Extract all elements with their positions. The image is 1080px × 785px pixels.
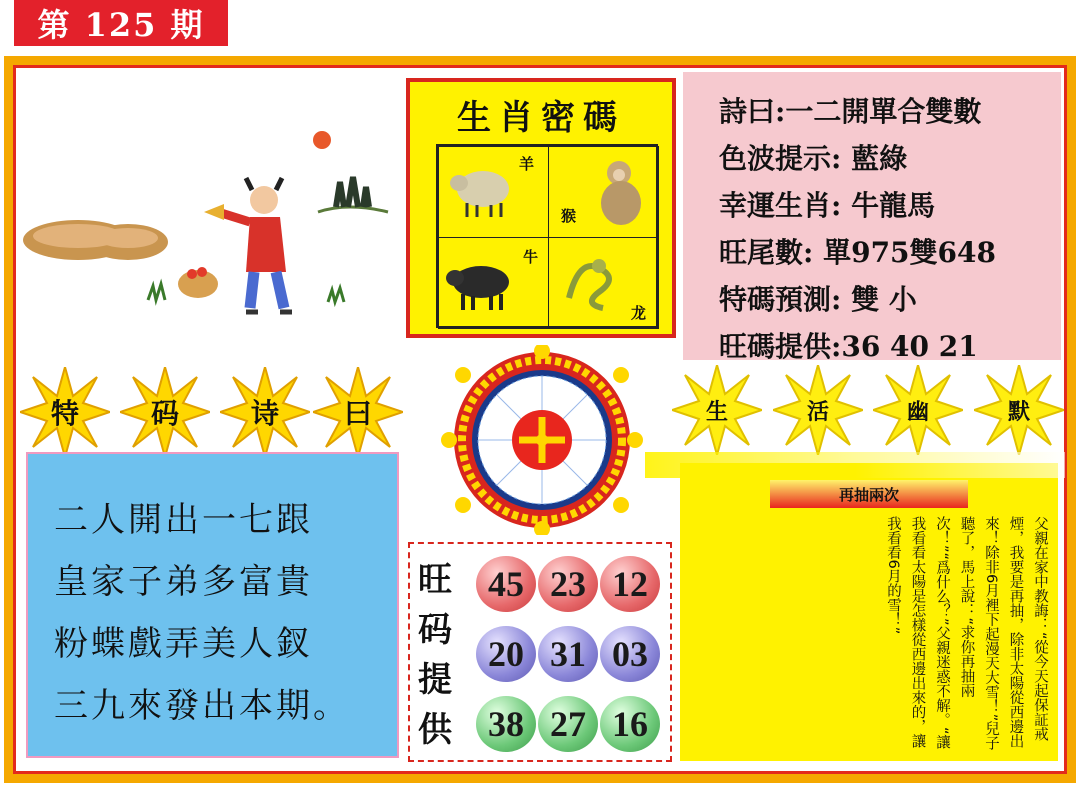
poem-box: [26, 452, 399, 758]
info-hot-numbers: 旺碼提供:36 40 21: [719, 330, 978, 363]
poem-line: 二人開出一七跟: [54, 500, 313, 540]
number-ball: 38: [476, 696, 536, 752]
info-tail-numbers: 旺尾數: 單975雙648: [719, 236, 996, 269]
zodiac-grid: [436, 144, 658, 328]
zodiac-title: 生肖密碼: [457, 98, 625, 138]
number-ball: 31: [538, 626, 598, 682]
zodiac-label: 牛: [523, 248, 539, 266]
star-char: 幽: [906, 398, 929, 425]
number-ball: 45: [476, 556, 536, 612]
zodiac-label: 猴: [561, 207, 577, 225]
numbers-label-char: 旺: [418, 560, 452, 600]
number-ball: 03: [600, 626, 660, 682]
number-ball: 16: [600, 696, 660, 752]
illustration-trumpet-boy: [18, 72, 398, 362]
number-ball: 12: [600, 556, 660, 612]
star-badge: [220, 367, 310, 457]
star-badge: [313, 367, 403, 457]
zodiac-cell: [548, 237, 659, 329]
story-title: 再抽兩次: [770, 480, 968, 508]
star-badge: [873, 365, 963, 455]
dragon-icon: [559, 248, 623, 314]
poem-line: 粉蝶戲弄美人釵: [54, 624, 313, 664]
numbers-label-char: 码: [418, 610, 452, 650]
number-ball: 23: [538, 556, 598, 612]
star-char: 生: [705, 398, 728, 425]
number-ball: 20: [476, 626, 536, 682]
star-badge: [974, 365, 1064, 455]
issue-banner: 第 125 期: [14, 0, 228, 46]
numbers-label-char: 提: [418, 660, 452, 700]
info-lucky-zodiac: 幸運生肖: 牛龍馬: [719, 189, 936, 222]
ox-icon: [445, 254, 515, 316]
zodiac-label: 羊: [519, 155, 535, 173]
star-char: 曰: [343, 397, 372, 430]
story-header-strip: [645, 452, 1065, 478]
star-char: 特: [50, 397, 79, 430]
number-ball: 27: [538, 696, 598, 752]
hot-numbers-box: [408, 542, 672, 762]
info-color-hint: 色波提示: 藍綠: [719, 142, 908, 175]
zodiac-label: 龙: [631, 304, 647, 322]
sheep-icon: [449, 161, 513, 221]
info-poem-line: 詩曰:一二開單合雙數: [719, 95, 982, 128]
star-badge: [120, 367, 210, 457]
monkey-icon: [589, 157, 651, 229]
info-special-prediction: 特碼預測: 雙 小: [719, 283, 917, 316]
story-text: 父親在家中教誨：“從今天起保証戒煙，我要是再抽，除非太陽從西邊出來！除非6月裡下起漫天大雪！”兒子聽了，馬上說：“求你再抽兩次！”“爲什么？”父親迷惑不解。“讓我看看太陽是怎樣從西邊出來的，讓我看看6月的雪！”: [885, 516, 1048, 751]
zodiac-cell: [548, 146, 659, 238]
star-badge: [20, 367, 110, 457]
star-char: 码: [150, 397, 179, 430]
numbers-label-char: 供: [418, 710, 452, 750]
star-badge: [773, 365, 863, 455]
compass-wheel-icon: [437, 345, 647, 535]
star-badge: [672, 365, 762, 455]
zodiac-cell: [438, 237, 549, 329]
star-char: 默: [1007, 398, 1030, 425]
zodiac-cell: [438, 146, 549, 238]
star-char: 诗: [250, 397, 279, 430]
zodiac-box: [406, 78, 676, 338]
poem-line: 皇家子弟多富貴: [54, 562, 313, 602]
star-char: 活: [806, 398, 829, 425]
prediction-info-box: [683, 72, 1061, 363]
poem-line: 三九來發出本期。: [54, 686, 350, 726]
